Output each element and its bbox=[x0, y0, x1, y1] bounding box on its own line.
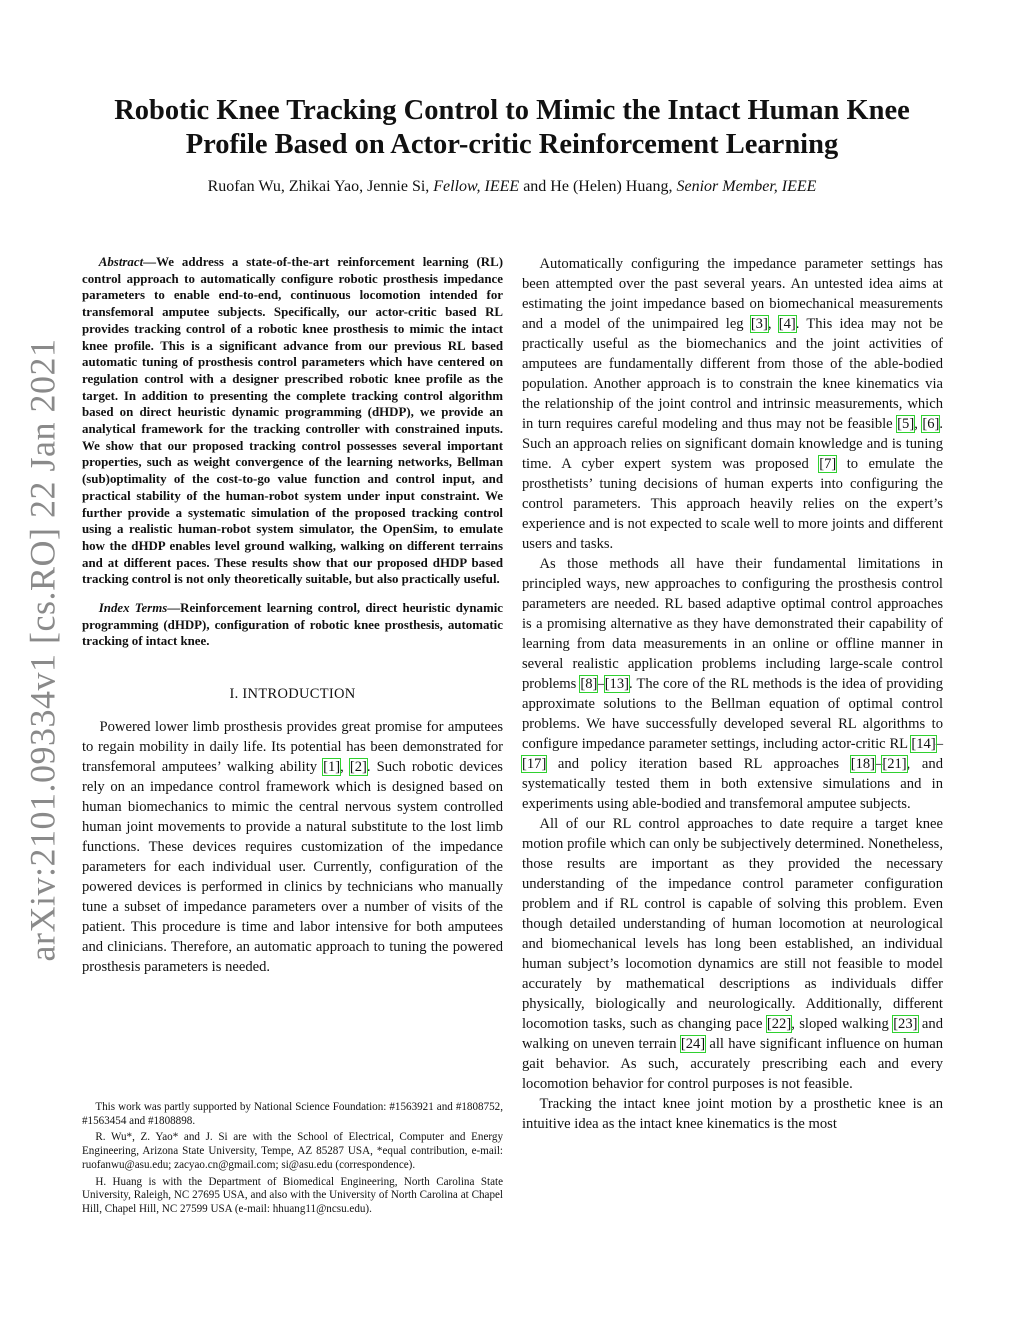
section-heading-introduction: I. INTRODUCTION bbox=[229, 686, 356, 703]
intro-text: , bbox=[340, 759, 350, 776]
citation-link[interactable]: [3] bbox=[750, 316, 768, 332]
author-names-2: and He (Helen) Huang, bbox=[519, 178, 677, 195]
citation-link[interactable]: [1] bbox=[323, 759, 341, 776]
intro-text: Powered lower limb prosthesis provides great promise for amputees to regain mobility in daily life. Its potential has been demonstrated for transfemoral amputees’ walking ability bbox=[82, 719, 503, 776]
author-line bbox=[80, 177, 944, 197]
citation-link[interactable]: [24] bbox=[680, 1036, 706, 1052]
intro-paragraph-1 bbox=[82, 717, 503, 977]
author-title-1: Fellow, IEEE bbox=[433, 178, 520, 195]
body-text: . This idea may not be practically useful as the biomechanics and the joint activities of amputees are fundamentally different from those of the able-bodied population. Another approach is to constrain the knee kinematics via the relationship of the joint control and intrinsic measurements, which in turn requires careful modeling and thus may not be feasible bbox=[522, 316, 944, 432]
index-terms-label: Index Terms bbox=[98, 601, 168, 616]
citation-link[interactable]: [7] bbox=[819, 456, 837, 472]
abstract-text: —We address a state-of-the-art reinforcement learning (RL) control approach to automatically configure robotic prosthesis impedance parameters to enable end-to-end, continuous locomotion intended for transfemoral amputee subjects. Specifically, our actor-critic based RL provides tracking control of a robotic knee prosthesis to mimic the intact knee profile. This is a significant advance from our previous RL based automatic tuning of prosthesis control parameters which have centered on regulation control with a designer prescribed robotic knee profile as the target. In addition to presenting the complete tracking control algorithm based on direct heuristic dynamic programming (dHDP), we provide an analytical framework for the tracking controller with constrained inputs. We show that our proposed tracking control possesses several important properties, such as weight convergence of the learning networks, Bellman (sub)optimality of the cost-to-go value function and control input, and practical stability of the human-robot system under input constraint. We further provide a systematic simulation of the proposed tracking control using a realistic human-robot system simulator, the OpenSim, to emulate how the dHDP enables level ground walking, walking on different terrains and at different paces. These results show that our proposed dHDP based tracking control is not only theoretically suitable, but also practically useful. bbox=[82, 255, 503, 587]
citation-link[interactable]: [18] bbox=[850, 756, 876, 772]
body-text: Tracking the intact knee joint motion by a prosthetic knee is an intuitive idea as the intact knee kinematics is the most bbox=[522, 1096, 943, 1132]
body-text: , bbox=[767, 316, 779, 332]
body-text: and policy iteration based RL approaches bbox=[546, 756, 851, 772]
right-paragraph-4 bbox=[522, 1094, 943, 1134]
abstract-label: Abstract bbox=[98, 255, 144, 269]
index-terms bbox=[82, 600, 503, 650]
footnotes bbox=[82, 1101, 503, 1220]
intro-left-body bbox=[82, 717, 503, 977]
body-text: Automatically configuring the impedance parameter settings has been attempted over the past several years. An untested idea aims at estimating the joint impedance based on biomechanical measurements and a model of the unimpaired leg bbox=[522, 256, 943, 332]
paper-title: Robotic Knee Tracking Control to Mimic the Intact Human Knee Profile Based on Actor-critic Reinforcement Learning bbox=[114, 95, 910, 160]
intro-text: . Such robotic devices rely on an impedance control framework which is designed based on human biomechanics to mimic the central nervous system controlled human joint movements to provide a natural substitute to the lost limb functions. These devices requires customization of the impedance parameters for each individual user. Currently, configuration of the powered devices is performed in clinics by technicians who manually tune a subset of impedance parameters over a number of visits of the patient. This procedure is time and labor intensive for both amputees and clinicians. Therefore, an automatic approach to tuning the powered prosthesis parameters is needed. bbox=[82, 759, 503, 976]
body-text: As those methods all have their fundamental limitations in principled ways, new approaches to configuring the prosthesis control parameters are needed. RL based adaptive optimal control approaches is a promising alternative as they have demonstrated their capability of learning from data measurements in an online or offline manner in several realistic application problems including large-scale control problems bbox=[522, 556, 943, 692]
citation-link[interactable]: [14] bbox=[911, 736, 936, 752]
body-text: . The core of the RL methods is the idea of providing approximate solutions to the Bellman equation of optimal control problems. We have successfully developed several RL algorithms to configure impedance parameter settings, including actor-critic RL bbox=[522, 676, 943, 752]
abstract bbox=[82, 254, 503, 588]
right-paragraph-1 bbox=[522, 254, 943, 554]
citation-link[interactable]: [23] bbox=[893, 1016, 918, 1032]
citation-link[interactable]: [5] bbox=[897, 416, 915, 432]
citation-link[interactable]: [6] bbox=[922, 416, 940, 432]
body-text: , sloped walking bbox=[791, 1016, 894, 1032]
body-text: all have significant influence on human gait behavior. As such, accurately prescribing each and every locomotion behavior for control purposes is not feasible. bbox=[522, 1036, 943, 1092]
citation-link[interactable]: [2] bbox=[349, 759, 367, 776]
body-text: – bbox=[597, 676, 605, 692]
right-column bbox=[522, 254, 943, 1134]
citation-link[interactable]: [4] bbox=[778, 316, 796, 332]
author-title-2: Senior Member, IEEE bbox=[676, 178, 817, 195]
left-column bbox=[82, 254, 503, 977]
body-text: – bbox=[935, 736, 943, 752]
body-text: – bbox=[875, 756, 883, 772]
footnote-affiliation-asu: R. Wu*, Z. Yao* and J. Si are with the School of Electrical, Computer and Energy Engineering, Arizona State University, Tempe, AZ 85287 USA, *equal contribution, e-mail: ruofanwu@asu.edu; zacyao.cn@gmail.com; si@asu.edu (correspondence). bbox=[82, 1131, 503, 1171]
body-text: . Such an approach relies on significant domain knowledge and is tuning time. A cyber expert system was proposed bbox=[522, 416, 944, 472]
index-terms-text: —Reinforcement learning control, direct heuristic dynamic programming (dHDP), configuration of robotic knee prosthesis, automatic tracking of intact knee. bbox=[82, 601, 503, 649]
citation-link[interactable]: [22] bbox=[766, 1016, 792, 1032]
author-names-1: Ruofan Wu, Zhikai Yao, Jennie Si, bbox=[207, 178, 434, 195]
body-text: to emulate the prosthetists’ tuning decisions of human experts into configuring the control parameters. This approach heavily relies on the expert’s experience and is not expected to scale well to more joints and different users and tasks. bbox=[522, 456, 943, 552]
citation-link[interactable]: [8] bbox=[580, 676, 598, 692]
citation-link[interactable]: [17] bbox=[522, 756, 547, 772]
footnote-funding: This work was partly supported by National Science Foundation: #1563921 and #1808752, #1563454 and #1808898. bbox=[82, 1101, 503, 1127]
body-text: , and systematically tested them in both extensive simulations and in experiments using able-bodied and transfemoral amputee subjects. bbox=[522, 756, 943, 812]
right-paragraph-3 bbox=[522, 814, 943, 1094]
body-text: and walking on uneven terrain bbox=[522, 1016, 943, 1052]
citation-link[interactable]: [13] bbox=[604, 676, 630, 692]
citation-link[interactable]: [21] bbox=[882, 756, 907, 772]
arxiv-watermark bbox=[16, 338, 68, 962]
body-text: All of our RL control approaches to date require a target knee motion profile which can only be subjectively determined. Nonetheless, those results are important as they provided the necessary understanding of the impedance control parameter configuration problem and if RL control is capable of solving this problem. Even though detailed understanding of human locomotion at neurological and biomechanical levels has long been established, an individual human subject’s locomotion dynamics are still not feasible to model accurately by mathematical descriptions as individuals differ physically, biologically and neurologically. Additionally, different locomotion tasks, such as changing pace bbox=[522, 816, 943, 1032]
footnote-affiliation-ncsu: H. Huang is with the Department of Biomedical Engineering, North Carolina State University, Raleigh, NC 27695 USA, and also with the University of North Carolina at Chapel Hill, Chapel Hill, NC 27599 USA (e-mail: hhuang11@ncsu.edu). bbox=[82, 1175, 503, 1215]
body-text: , bbox=[914, 416, 923, 432]
arxiv-identifier: arXiv:2101.09334v1 [cs.RO] 22 Jan 2021 bbox=[22, 338, 62, 962]
right-paragraph-2 bbox=[522, 554, 943, 814]
